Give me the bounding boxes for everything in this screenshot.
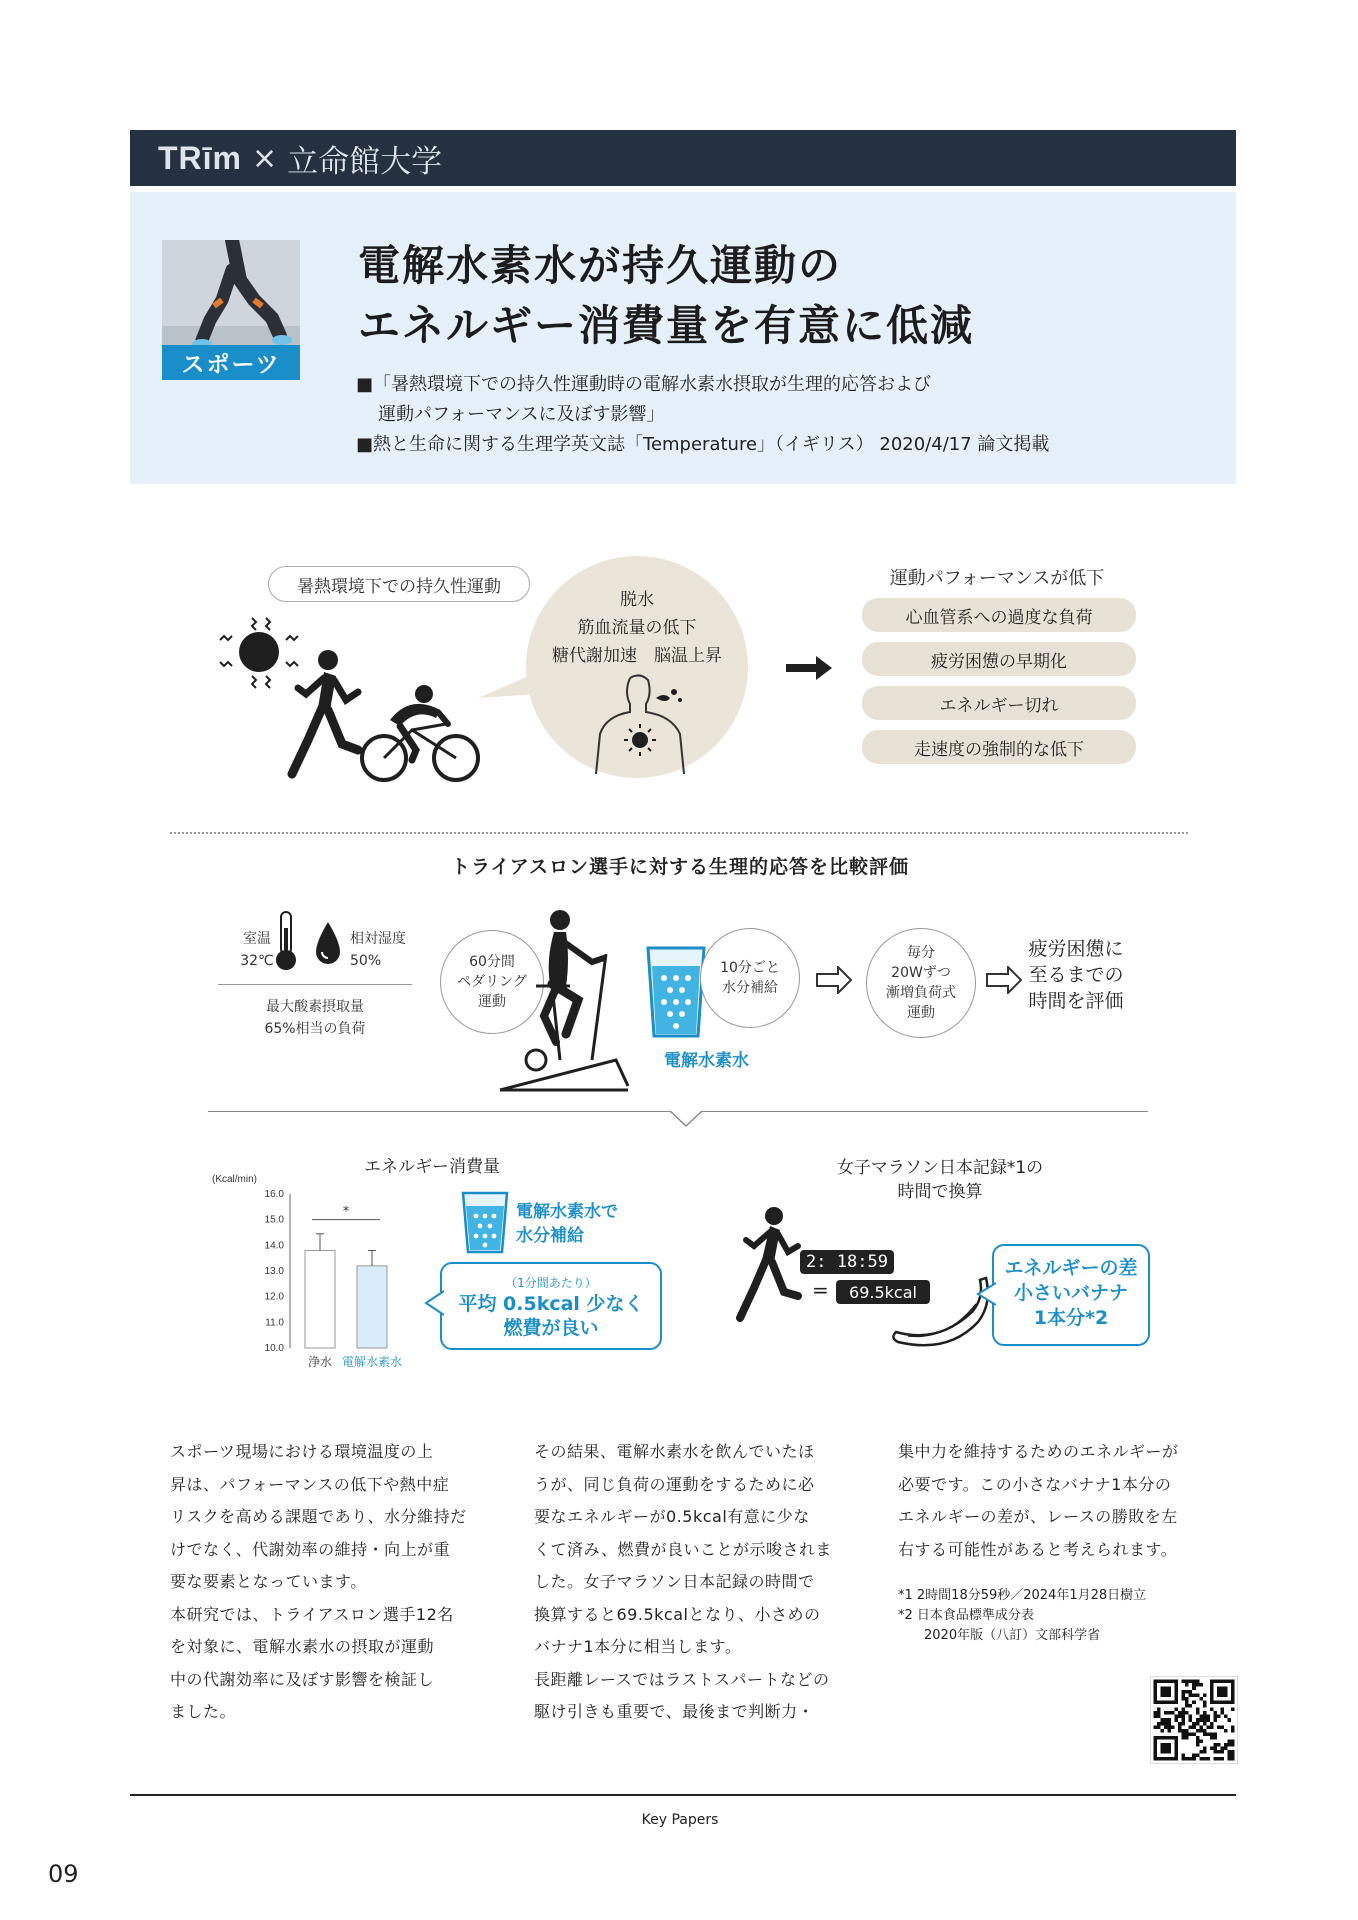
step3-line2: 20Wずつ	[891, 965, 951, 981]
body-col2-line: 要なエネルギーが0.5kcal有意に少な	[534, 1507, 810, 1526]
equals-sign: =	[812, 1278, 829, 1302]
marathon-title-line1: 女子マラソン日本記録*1の	[836, 1158, 1044, 1178]
electrolyzed-water-label: 電解水素水	[664, 1051, 749, 1071]
header-bar	[130, 130, 1236, 186]
perf-item-fatigue: 疲労困憊の早期化	[862, 642, 1136, 676]
footnote-line: 2020年版（八訂）文部科学省	[898, 1628, 1101, 1643]
body-col2-line: 換算すると69.5kcalとなり、小さめの	[534, 1604, 821, 1624]
runner-icon	[284, 648, 364, 784]
hydration-note	[516, 1200, 618, 1248]
dotted-divider	[170, 832, 1188, 834]
evaluation-text	[1016, 936, 1136, 1014]
body-col2-line: くて済み、燃費が良いことが示唆されま	[534, 1539, 832, 1559]
banana-callout-tail	[976, 1282, 996, 1306]
banana-callout	[992, 1244, 1150, 1346]
study-design-title: トライアスロン選手に対する生理的応答を比較評価	[450, 856, 910, 878]
error-bar-1	[368, 1250, 376, 1265]
body-col1-line: を対象に、電解水素水の摂取が運動	[170, 1637, 435, 1656]
perf-item-speed: 走速度の強制的な低下	[862, 730, 1136, 764]
body-col1-line: 昇は、パフォーマンスの低下や熱中症	[170, 1474, 450, 1494]
body-col1-line: スポーツ現場における環境温度の上	[170, 1442, 434, 1461]
small-water-glass-icon	[460, 1190, 510, 1256]
body-col1-line: 要な要素となっています。	[170, 1572, 367, 1591]
step1-line1: 60分間	[469, 954, 515, 970]
perf-item-cardiovascular: 心血管系への過度な負荷	[862, 598, 1136, 632]
energy-saving-line2: 燃費が良い	[503, 1317, 599, 1339]
body-col3-line: エネルギーの差が、レースの勝敗を左	[898, 1507, 1178, 1526]
footer-rule	[130, 1794, 1236, 1796]
body-col2-line: バナナ1本分に相当します。	[534, 1637, 742, 1656]
step1-line2: ペダリング	[457, 974, 527, 990]
body-col2-line: うが、同じ負荷の運動をするために必	[534, 1474, 815, 1494]
energy-saving-line1: 平均 0.5kcal 少なく	[458, 1293, 644, 1315]
banana-line3: 1本分*2	[1033, 1307, 1109, 1329]
qr-code[interactable]	[1150, 1676, 1238, 1764]
body-col2-line: その結果、電解水素水を飲んでいたほ	[534, 1442, 815, 1461]
step3-line3: 漸増負荷式	[886, 985, 956, 1001]
marathon-kcal: 69.5kcal	[836, 1280, 930, 1304]
perf-item-energy: エネルギー切れ	[862, 686, 1136, 720]
paper-reference-2: 運動パフォーマンスに及ぼす影響」	[378, 404, 665, 425]
category-badge: スポーツ	[162, 345, 300, 380]
evaluate-line1: 疲労困憊に	[1028, 938, 1124, 960]
water-glass-icon	[644, 944, 708, 1040]
y-tick-label: 16.0	[264, 1189, 284, 1200]
step-incremental-load	[866, 928, 976, 1038]
footnotes	[898, 1586, 1146, 1646]
y-axis-unit: (Kcal/min)	[212, 1174, 258, 1185]
body-col3-line: 右する可能性があると考えられます。	[898, 1539, 1178, 1559]
bar-1	[357, 1266, 387, 1348]
title-line-1: 電解水素水が持久運動の	[358, 241, 843, 290]
footnote-line: *1 2時間18分59秒／2024年1月28日樹立	[898, 1588, 1147, 1603]
body-col1-line: 中の代謝効率に及ぼす影響を検証し	[170, 1669, 435, 1689]
physiology-text	[526, 586, 748, 670]
paper-reference-1: ■「暑熱環境下での持久性運動時の電解水素水摂取が生理的応答および	[356, 374, 932, 395]
banana-line2: 小さいバナナ	[1013, 1282, 1128, 1304]
evaluate-line2: 至るまでの	[1028, 964, 1124, 986]
body-col2-line: 駆け引きも重要で、最後まで判断力・	[534, 1702, 815, 1721]
body-col2-line: した。女子マラソン日本記録の時間で	[534, 1572, 815, 1591]
journal-reference: ■熱と生命に関する生理学英文誌「Temperature」（イギリス） 2020/4/17 論文掲載	[356, 434, 1050, 455]
y-tick-label: 11.0	[265, 1317, 284, 1329]
room-temp-label: 室温	[243, 931, 271, 947]
significance-mark: *	[342, 1204, 350, 1220]
y-tick-label: 14.0	[264, 1240, 284, 1252]
y-tick-label: 15.0	[264, 1214, 284, 1226]
stationary-bike-icon	[496, 910, 636, 1096]
step3-line1: 毎分	[907, 945, 935, 961]
trim-logo: TRīm	[158, 139, 242, 176]
performance-decline-title: 運動パフォーマンスが低下	[889, 568, 1105, 589]
university-name: 立命館大学	[287, 143, 443, 180]
body-column-2	[534, 1436, 834, 1729]
step-hydration	[700, 928, 800, 1028]
step3-line4: 運動	[907, 1005, 935, 1021]
body-col1-line: ました。	[170, 1702, 237, 1721]
banana-line1: エネルギーの差	[1004, 1257, 1138, 1279]
evaluate-line3: 時間を評価	[1028, 990, 1124, 1012]
hydration-note-line2: 水分補給	[516, 1226, 584, 1246]
vo2max-label: 最大酸素摂取量	[266, 999, 364, 1015]
footnote-line: *2 日本食品標準成分表	[898, 1608, 1034, 1623]
exercise-load	[218, 996, 412, 1040]
outline-arrow-icon-1	[816, 966, 852, 994]
footer-label: Key Papers	[641, 1812, 719, 1828]
body-col3-line: 必要です。この小さなバナナ1本分の	[898, 1474, 1172, 1494]
x-category-label: 電解水素水	[341, 1355, 403, 1369]
bar-0	[305, 1250, 335, 1348]
humidity-value: 50%	[350, 953, 382, 969]
energy-bar-chart	[206, 1168, 422, 1374]
x-category-label: 浄水	[307, 1355, 333, 1369]
load-percent-label: 65%相当の負荷	[264, 1021, 366, 1037]
error-bar-0	[316, 1234, 324, 1251]
step2-line2: 水分補給	[721, 980, 778, 996]
right-arrow-icon	[786, 656, 832, 680]
body-column-1	[170, 1436, 470, 1729]
thermometer-icon	[272, 910, 300, 974]
dehydration-text: 脱水	[620, 590, 654, 610]
blood-flow-text: 筋血流量の低下	[577, 618, 697, 638]
body-col2-line: 長距離レースではラストスパートなどの	[534, 1669, 830, 1689]
room-temp-value: 32℃	[240, 953, 274, 969]
energy-chart-title: エネルギー消費量	[364, 1157, 500, 1177]
energy-saving-text	[440, 1292, 662, 1340]
humidity-label: 相対湿度	[350, 931, 406, 947]
body-col1-line: リスクを高める課題であり、水分維持だ	[170, 1507, 467, 1526]
divider-notch	[670, 1110, 702, 1128]
body-column-3	[898, 1436, 1198, 1566]
torso-icon	[590, 674, 694, 774]
marathon-title-line2: 時間で換算	[897, 1182, 983, 1202]
body-col1-line: 本研究では、トライアスロン選手12名	[170, 1604, 454, 1624]
title-line-2: エネルギー消費量を有意に低減	[358, 301, 975, 350]
body-col1-line: けでなく、代謝効率の維持・向上が重	[170, 1539, 451, 1559]
metabolism-text: 糖代謝加速 脳温上昇	[552, 646, 722, 666]
per-minute-note: （1分間あたり）	[505, 1276, 597, 1290]
humidity-drop-icon	[312, 920, 344, 970]
y-tick-label: 12.0	[264, 1291, 284, 1303]
step1-line3: 運動	[477, 994, 506, 1010]
relative-humidity	[350, 928, 406, 972]
page-number: 09	[48, 1860, 79, 1888]
y-tick-label: 10.0	[264, 1343, 284, 1354]
marathon-record-time: 2: 18:59	[800, 1250, 894, 1274]
body-col3-line: 集中力を維持するためのエネルギーが	[898, 1442, 1179, 1461]
conditions-divider	[218, 984, 412, 985]
marathon-conversion-title	[820, 1156, 1060, 1204]
article-title	[358, 236, 1178, 356]
hydration-note-line1: 電解水素水で	[516, 1202, 618, 1222]
heat-environment-label: 暑熱環境下での持久性運動	[268, 566, 530, 602]
y-tick-label: 13.0	[264, 1266, 284, 1277]
marathon-runner-icon	[732, 1206, 802, 1326]
step2-line1: 10分ごと	[720, 960, 780, 976]
cyclist-icon	[360, 680, 480, 784]
cross-symbol: ×	[252, 140, 278, 176]
